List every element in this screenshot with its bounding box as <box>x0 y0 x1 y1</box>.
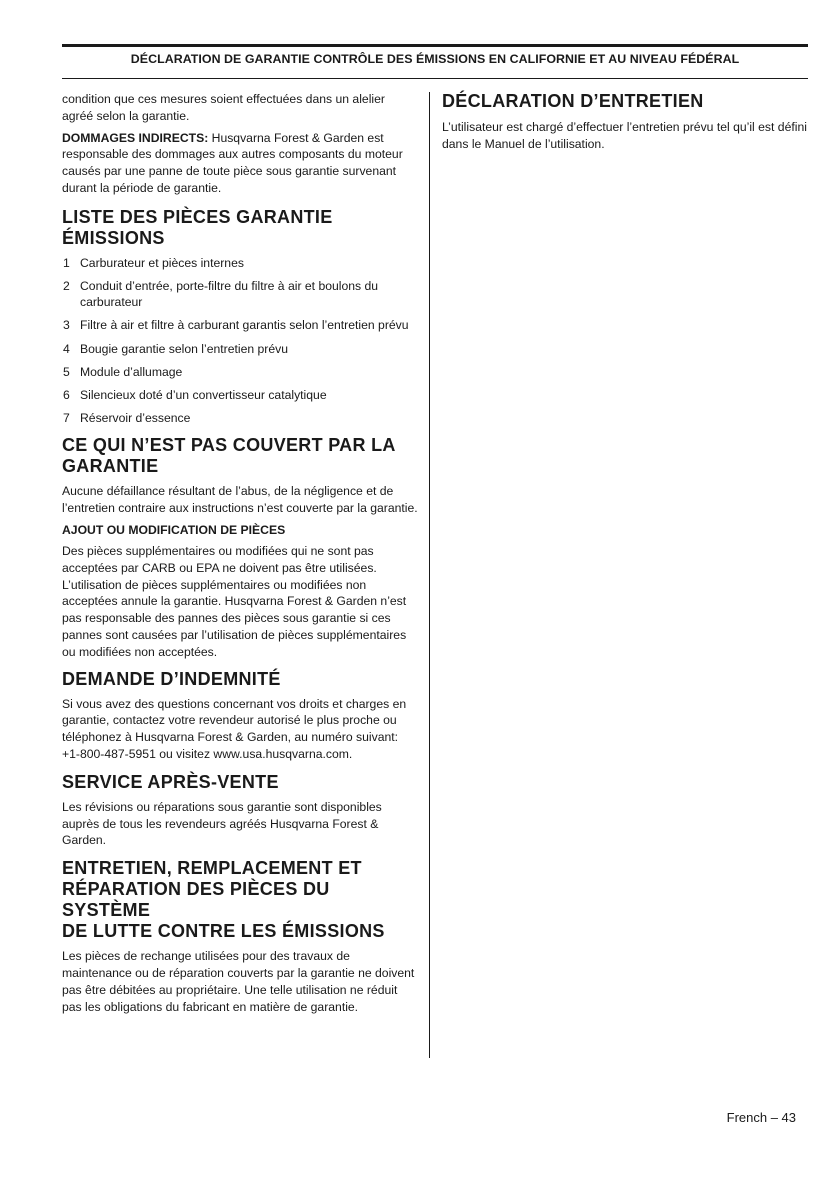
top-rule <box>62 44 808 47</box>
list-item-text: Module d’allumage <box>80 364 183 379</box>
list-item <box>62 410 419 426</box>
page-header-title: DÉCLARATION DE GARANTIE CONTRÔLE DES ÉMISSIONS EN CALIFORNIE ET AU NIVEAU FÉDÉRAL <box>130 52 740 66</box>
list-item-text: Filtre à air et filtre à carburant garantis selon l’entretien prévu <box>80 318 409 333</box>
list-item-number: 5 <box>63 364 70 379</box>
list-item-text: Bougie garantie selon l’entretien prévu <box>80 341 289 356</box>
maintenance-heading-line2: RÉPARATION DES PIÈCES DU SYSTÈME <box>62 879 330 921</box>
maintenance-heading <box>62 858 419 942</box>
list-item <box>62 341 419 357</box>
page-number: French – 43 <box>726 1110 796 1125</box>
list-item-text: Conduit d’entrée, porte-filtre du filtre à air et boulons du carburateur <box>80 278 379 310</box>
not-covered-heading-line2: GARANTIE <box>62 456 159 477</box>
list-item-text: Carburateur et pièces internes <box>80 255 244 270</box>
indirect-damages-label: DOMMAGES INDIRECTS: <box>62 130 209 145</box>
parts-list-heading <box>62 207 419 249</box>
header-rule <box>62 78 808 79</box>
not-covered-heading <box>62 435 419 477</box>
intro-continuation: condition que ces mesures soient effectuées dans un alelier agréé selon la garantie. <box>62 92 385 123</box>
list-item-number: 4 <box>63 341 70 356</box>
right-column <box>442 91 810 153</box>
maintenance-heading-line3: DE LUTTE CONTRE LES ÉMISSIONS <box>62 921 385 942</box>
list-item <box>62 278 419 310</box>
not-covered-heading-line1: CE QUI N’EST PAS COUVERT PAR LA <box>62 435 396 456</box>
left-column <box>62 91 419 1015</box>
list-item <box>62 387 419 403</box>
list-item-number: 2 <box>63 278 70 293</box>
indirect-damages-paragraph <box>62 130 419 197</box>
parts-modification-heading: AJOUT OU MODIFICATION DE PIÈCES <box>62 523 286 537</box>
service-heading: SERVICE APRÈS-VENTE <box>62 771 279 792</box>
list-item <box>62 364 419 380</box>
indirect-damages-text: Husqvarna Forest & Garden est responsable des dommages aux autres composants du moteur causés par une panne de toute pièce sous garantie survenant durant la période de garantie. <box>62 130 403 195</box>
maintenance-heading-line1: ENTRETIEN, REMPLACEMENT ET <box>62 858 362 879</box>
parts-list-heading-line2: ÉMISSIONS <box>62 227 165 248</box>
list-item-text: Réservoir d’essence <box>80 411 191 426</box>
parts-list <box>62 255 419 427</box>
not-covered-text: Aucune défaillance résultant de l’abus, de la négligence et de l’entretien contraire aux instructions n’est couverte par la garantie. <box>62 484 418 516</box>
list-item-number: 1 <box>63 255 70 270</box>
list-item <box>62 317 419 333</box>
service-text: Les révisions ou réparations sous garantie sont disponibles auprès de tous les revendeurs agréés Husqvarna Forest & Garden. <box>62 799 382 848</box>
list-item-number: 6 <box>63 388 70 402</box>
parts-modification-text: Des pièces supplémentaires ou modifiées qui ne sont pas acceptées par CARB ou EPA ne doivent pas être utilisées. L’utilisation de pièces supplémentaires ou modifiées non acceptées annule la garantie. Husqvarna Forest & Garden n’est pas responsable des pannes des pièces sous garantie si ces pannes sont causées par l’utilisation de pièces supplémentaires ou modifiées non acceptées. <box>62 544 407 659</box>
column-divider <box>429 92 430 1058</box>
list-item-text: Silencieux doté d’un convertisseur catalytique <box>80 388 327 402</box>
list-item-number: 7 <box>63 411 70 426</box>
list-item-number: 3 <box>63 318 70 333</box>
maintenance-text: Les pièces de rechange utilisées pour des travaux de maintenance ou de réparation couverts par la garantie ne doivent pas être débitées au propriétaire. Une telle utilisation ne réduit pas les obligations du fabricant en matière de garantie. <box>62 949 415 1014</box>
parts-list-heading-line1: LISTE DES PIÈCES GARANTIE <box>62 206 333 227</box>
list-item <box>62 255 419 271</box>
claim-heading: DEMANDE D’INDEMNITÉ <box>62 668 281 689</box>
maintenance-declaration-text: L’utilisateur est chargé d’effectuer l’entretien prévu tel qu’il est défini dans le Manuel de l’utilisation. <box>442 120 807 151</box>
claim-text: Si vous avez des questions concernant vos droits et charges en garantie, contactez votre revendeur autorisé le plus proche ou téléphonez à Husqvarna Forest & Garden, au numéro suivant: +1-800-487-5951 ou visitez www.usa.husqvarna.com. <box>62 696 407 761</box>
maintenance-declaration-heading: DÉCLARATION D’ENTRETIEN <box>442 91 704 111</box>
